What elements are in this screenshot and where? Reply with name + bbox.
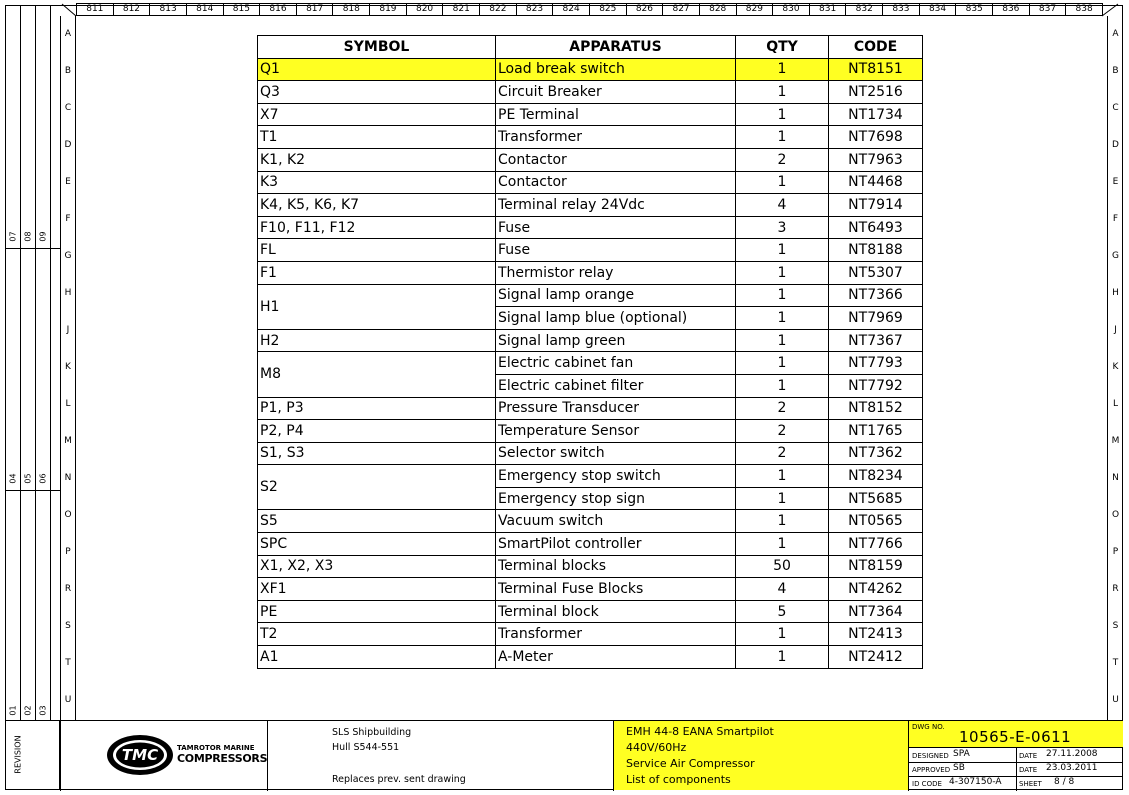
cell-qty: 4 [736, 194, 829, 217]
cell-code: NT7362 [829, 442, 923, 465]
table-row [258, 352, 923, 375]
table-row [258, 646, 923, 669]
cell-apparatus: Transformer [496, 623, 736, 646]
cell-symbol: XF1 [258, 578, 496, 601]
cell-symbol: F10, F11, F12 [258, 216, 496, 239]
table-row [258, 194, 923, 217]
cell-apparatus: Signal lamp green [496, 329, 736, 352]
date-approved: 23.03.2011 [1046, 763, 1098, 773]
cell-qty: 2 [736, 442, 829, 465]
ruler-column-822: 822 [480, 4, 517, 15]
right-row-letter-F: F [1112, 213, 1119, 224]
cell-qty: 1 [736, 374, 829, 397]
cell-qty: 1 [736, 487, 829, 510]
table-row [258, 397, 923, 420]
cell-symbol: PE [258, 600, 496, 623]
right-row-letter-N: N [1112, 473, 1119, 484]
table-row [258, 103, 923, 126]
table-row [258, 81, 923, 104]
cell-code: NT7364 [829, 600, 923, 623]
cell-code: NT7914 [829, 194, 923, 217]
ruler-column-827: 827 [663, 4, 700, 15]
cell-symbol: FL [258, 239, 496, 262]
cell-code: NT8234 [829, 465, 923, 488]
cell-qty: 1 [736, 352, 829, 375]
cell-code: NT5307 [829, 261, 923, 284]
description-line-2: 440V/60Hz [626, 741, 687, 754]
cell-qty: 1 [736, 126, 829, 149]
left-row-letter-K: K [65, 362, 71, 372]
left-row-letter-A: A [64, 28, 72, 39]
ruler-column-832: 832 [846, 4, 883, 15]
cell-code: NT2412 [829, 646, 923, 669]
table-row [258, 510, 923, 533]
cell-symbol: F1 [258, 261, 496, 284]
cell-code: NT1734 [829, 103, 923, 126]
table-row [258, 329, 923, 352]
ruler-column-820: 820 [407, 4, 444, 15]
cell-symbol: S1, S3 [258, 442, 496, 465]
right-row-letter-S: S [1112, 621, 1119, 632]
ruler-corner-slash [1100, 2, 1120, 16]
cell-qty: 1 [736, 307, 829, 330]
ruler-column-833: 833 [883, 4, 920, 15]
table-row [258, 555, 923, 578]
left-row-letter-M: M [64, 436, 72, 447]
dwg-number-box [909, 721, 1123, 748]
right-row-letter-O: O [1111, 510, 1120, 521]
table-row [258, 284, 923, 307]
project-line-1: SLS Shipbuilding [332, 727, 412, 738]
ruler-column-836: 836 [993, 4, 1030, 15]
right-row-letter-K: K [1112, 362, 1119, 372]
revision-number: 06 [38, 473, 48, 484]
table-row [258, 148, 923, 171]
cell-apparatus: Transformer [496, 126, 736, 149]
right-row-letter-G: G [1112, 250, 1119, 261]
cell-apparatus: Electric cabinet filter [496, 374, 736, 397]
cell-qty: 2 [736, 397, 829, 420]
cell-apparatus: Emergency stop sign [496, 487, 736, 510]
approved-value: SB [953, 763, 965, 773]
date-label-1: DATE [1019, 752, 1038, 760]
company-logo [105, 733, 268, 777]
ruler-column-819: 819 [370, 4, 407, 15]
cell-qty: 3 [736, 216, 829, 239]
table-row [258, 442, 923, 465]
revision-number: 01 [8, 705, 18, 716]
ruler-column-812: 812 [114, 4, 151, 15]
cell-symbol: P1, P3 [258, 397, 496, 420]
cell-apparatus: Thermistor relay [496, 261, 736, 284]
ruler-column-825: 825 [590, 4, 627, 15]
table-row [258, 533, 923, 556]
cell-symbol: X1, X2, X3 [258, 555, 496, 578]
cell-code: NT5685 [829, 487, 923, 510]
ruler-column-829: 829 [737, 4, 774, 15]
cell-symbol: T2 [258, 623, 496, 646]
right-row-letter-D: D [1112, 139, 1119, 150]
cell-code: NT4468 [829, 171, 923, 194]
cell-symbol: A1 [258, 646, 496, 669]
ruler-column-811: 811 [77, 4, 114, 15]
cell-code: NT7766 [829, 533, 923, 556]
logo-line-2: COMPRESSORS [177, 752, 268, 765]
cell-code: NT8152 [829, 397, 923, 420]
description-line-4: List of components [626, 773, 731, 786]
revision-number: 04 [8, 473, 18, 484]
cell-qty: 1 [736, 623, 829, 646]
revision-label-cell [5, 720, 60, 790]
cell-symbol: SPC [258, 533, 496, 556]
table-row [258, 465, 923, 488]
left-row-letter-R: R [64, 584, 72, 595]
cell-qty: 2 [736, 420, 829, 443]
cell-symbol: H2 [258, 329, 496, 352]
sheet-value: 8 / 8 [1054, 777, 1075, 787]
cell-qty: 1 [736, 646, 829, 669]
cell-symbol: X7 [258, 103, 496, 126]
cell-symbol: M8 [258, 352, 496, 397]
ruler-column-830: 830 [773, 4, 810, 15]
cell-code: NT4262 [829, 578, 923, 601]
ruler-column-815: 815 [224, 4, 261, 15]
ruler-column-826: 826 [627, 4, 664, 15]
cell-apparatus: Terminal blocks [496, 555, 736, 578]
cell-qty: 1 [736, 239, 829, 262]
ruler-column-835: 835 [956, 4, 993, 15]
ruler-column-837: 837 [1030, 4, 1067, 15]
cell-symbol: S2 [258, 465, 496, 510]
ruler-column-813: 813 [150, 4, 187, 15]
revision-columns [5, 5, 60, 720]
right-row-letter-R: R [1112, 584, 1119, 595]
table-row [258, 239, 923, 262]
right-row-letter-T: T [1112, 658, 1119, 669]
cell-code: NT2413 [829, 623, 923, 646]
cell-code: NT7969 [829, 307, 923, 330]
table-row [258, 216, 923, 239]
header-qty: QTY [736, 36, 829, 59]
cell-apparatus: Terminal block [496, 600, 736, 623]
table-row [258, 420, 923, 443]
cell-qty: 1 [736, 510, 829, 533]
left-row-letter-H: H [64, 287, 72, 298]
cell-code: NT1765 [829, 420, 923, 443]
title-block [60, 720, 1123, 790]
right-row-letter-C: C [1112, 102, 1119, 113]
right-row-letter-H: H [1112, 287, 1119, 298]
cell-qty: 1 [736, 81, 829, 104]
left-row-letter-D: D [64, 139, 72, 150]
right-row-letter-J: J [1114, 324, 1117, 335]
revision-number: 08 [23, 231, 33, 242]
project-line-2: Hull S544-551 [332, 742, 400, 753]
header-symbol: SYMBOL [258, 36, 496, 59]
cell-qty: 50 [736, 555, 829, 578]
cell-apparatus: Fuse [496, 216, 736, 239]
cell-symbol: Q3 [258, 81, 496, 104]
table-header-row [258, 36, 923, 59]
cell-apparatus: Circuit Breaker [496, 81, 736, 104]
cell-code: NT8151 [829, 58, 923, 81]
cell-symbol: P2, P4 [258, 420, 496, 443]
header-apparatus: APPARATUS [496, 36, 736, 59]
left-row-letter-U: U [64, 695, 72, 706]
left-row-letter-E: E [65, 176, 71, 187]
cell-qty: 1 [736, 329, 829, 352]
ruler-column-834: 834 [920, 4, 957, 15]
table-row [258, 171, 923, 194]
cell-code: NT7792 [829, 374, 923, 397]
dwg-number: 10565-E-0611 [959, 728, 1072, 746]
dwg-label: DWG NO. [912, 723, 945, 731]
cell-apparatus: Fuse [496, 239, 736, 262]
revision-number: 09 [38, 231, 48, 242]
cell-qty: 4 [736, 578, 829, 601]
table-row [258, 58, 923, 81]
id-code-label: ID CODE [912, 780, 942, 788]
cell-symbol: S5 [258, 510, 496, 533]
cell-code: NT0565 [829, 510, 923, 533]
ruler-column-816: 816 [260, 4, 297, 15]
cell-code: NT7793 [829, 352, 923, 375]
cell-apparatus: Emergency stop switch [496, 465, 736, 488]
cell-qty: 1 [736, 465, 829, 488]
cell-symbol: T1 [258, 126, 496, 149]
table-row [258, 261, 923, 284]
description-line-3: Service Air Compressor [626, 757, 755, 770]
cell-apparatus: Electric cabinet fan [496, 352, 736, 375]
cell-apparatus: Signal lamp blue (optional) [496, 307, 736, 330]
cell-apparatus: A-Meter [496, 646, 736, 669]
ruler-column-828: 828 [700, 4, 737, 15]
left-row-letter-P: P [65, 547, 71, 558]
drawing-meta [909, 721, 1123, 791]
cell-qty: 1 [736, 58, 829, 81]
left-row-letter-B: B [64, 65, 72, 76]
column-ruler [76, 3, 1103, 16]
cell-apparatus: SmartPilot controller [496, 533, 736, 556]
cell-apparatus: PE Terminal [496, 103, 736, 126]
cell-code: NT7963 [829, 148, 923, 171]
ruler-column-838: 838 [1075, 4, 1093, 14]
description-line-1: EMH 44-8 EANA Smartpilot [626, 725, 774, 738]
left-row-letter-N: N [64, 473, 72, 484]
right-row-letter-A: A [1112, 28, 1119, 39]
ruler-column-817: 817 [297, 4, 334, 15]
right-row-letter-E: E [1112, 176, 1119, 187]
revision-number: 03 [38, 705, 48, 716]
cell-apparatus: Pressure Transducer [496, 397, 736, 420]
ruler-column-831: 831 [810, 4, 847, 15]
logo-line-1: TAMROTOR MARINE [177, 744, 255, 752]
ruler-column-823: 823 [517, 4, 554, 15]
left-row-letter-L: L [65, 399, 71, 410]
revision-number: 02 [23, 705, 33, 716]
id-code-value: 4-307150-A [949, 777, 1002, 787]
left-row-letter-J: J [66, 324, 70, 335]
right-row-letters [1107, 16, 1123, 720]
replaces-note: Replaces prev. sent drawing [332, 774, 466, 785]
ruler-column-821: 821 [443, 4, 480, 15]
cell-code: NT8159 [829, 555, 923, 578]
designed-label: DESIGNED [912, 752, 949, 760]
cell-apparatus: Contactor [496, 171, 736, 194]
cell-code: NT6493 [829, 216, 923, 239]
cell-apparatus: Terminal Fuse Blocks [496, 578, 736, 601]
component-table [257, 35, 923, 669]
cell-symbol: K4, K5, K6, K7 [258, 194, 496, 217]
cell-apparatus: Selector switch [496, 442, 736, 465]
cell-code: NT7367 [829, 329, 923, 352]
ruler-left-slash [60, 2, 78, 16]
cell-code: NT7698 [829, 126, 923, 149]
cell-code: NT7366 [829, 284, 923, 307]
left-row-letters [60, 16, 76, 720]
left-row-letter-G: G [64, 250, 72, 261]
ruler-column-824: 824 [553, 4, 590, 15]
right-row-letter-P: P [1112, 547, 1119, 558]
cell-qty: 1 [736, 533, 829, 556]
revision-number: 07 [8, 231, 18, 242]
cell-symbol: H1 [258, 284, 496, 329]
date-label-2: DATE [1019, 766, 1038, 774]
cell-qty: 5 [736, 600, 829, 623]
cell-apparatus: Terminal relay 24Vdc [496, 194, 736, 217]
table-row [258, 623, 923, 646]
table-row [258, 600, 923, 623]
cell-qty: 1 [736, 284, 829, 307]
cell-code: NT2516 [829, 81, 923, 104]
cell-symbol: Q1 [258, 58, 496, 81]
right-row-letter-L: L [1112, 399, 1118, 410]
sheet-label: SHEET [1019, 780, 1042, 788]
cell-qty: 1 [736, 171, 829, 194]
left-row-letter-F: F [65, 213, 71, 224]
cell-symbol: K1, K2 [258, 148, 496, 171]
cell-qty: 1 [736, 103, 829, 126]
approved-label: APPROVED [912, 766, 951, 774]
left-row-letter-C: C [64, 102, 72, 113]
left-row-letter-T: T [65, 658, 71, 669]
cell-qty: 2 [736, 148, 829, 171]
cell-apparatus: Signal lamp orange [496, 284, 736, 307]
left-row-letter-O: O [64, 510, 72, 521]
cell-code: NT8188 [829, 239, 923, 262]
cell-apparatus: Temperature Sensor [496, 420, 736, 443]
right-row-letter-M: M [1111, 436, 1120, 447]
cell-apparatus: Contactor [496, 148, 736, 171]
table-row [258, 126, 923, 149]
logo-mark: TMC [121, 746, 159, 764]
cell-apparatus: Load break switch [496, 58, 736, 81]
left-row-letter-S: S [65, 621, 71, 632]
cell-symbol: K3 [258, 171, 496, 194]
cell-qty: 1 [736, 261, 829, 284]
revision-label: REVISION [13, 735, 23, 774]
cell-apparatus: Vacuum switch [496, 510, 736, 533]
header-code: CODE [829, 36, 923, 59]
description-block [614, 721, 908, 790]
table-row [258, 578, 923, 601]
designed-value: SPA [953, 749, 970, 759]
right-row-letter-B: B [1112, 65, 1119, 76]
date-designed: 27.11.2008 [1046, 749, 1098, 759]
ruler-column-818: 818 [333, 4, 370, 15]
revision-number: 05 [23, 473, 33, 484]
ruler-column-814: 814 [187, 4, 224, 15]
right-row-letter-U: U [1112, 695, 1119, 706]
